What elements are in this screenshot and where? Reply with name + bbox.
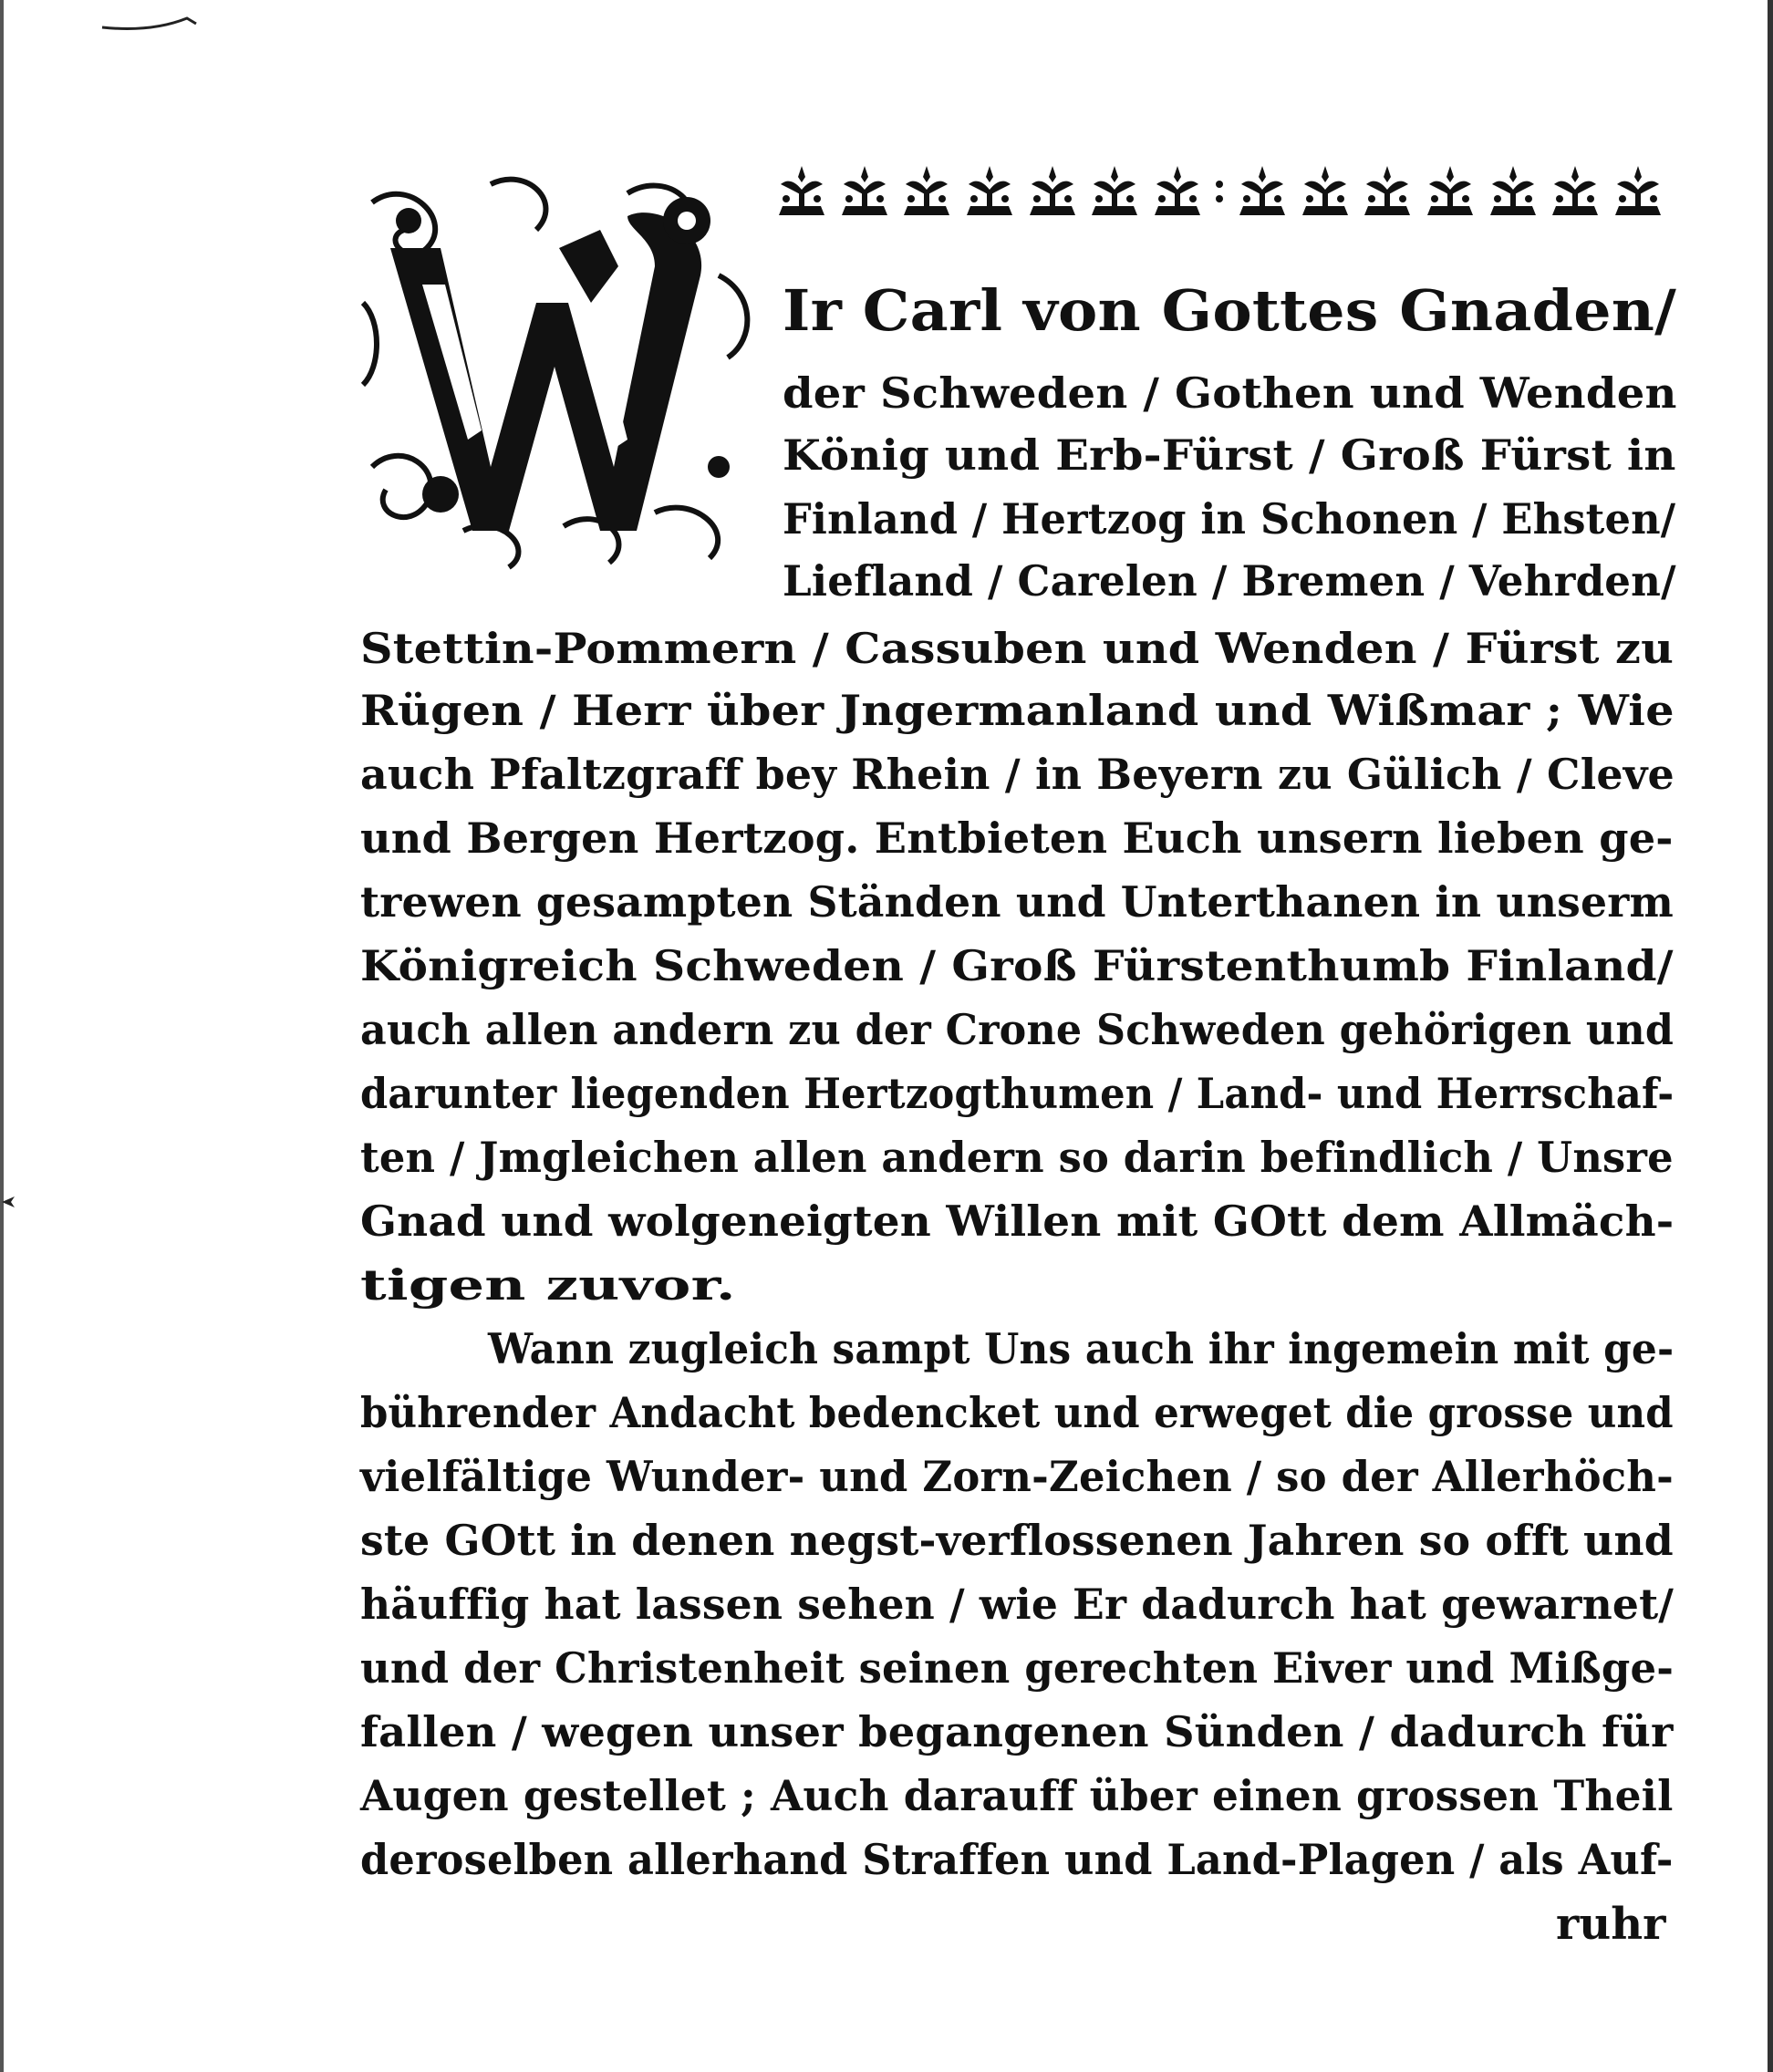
- scan-mark-top-left: [100, 7, 201, 44]
- text-line: auch Pfaltzgraff bey Rhein / in Beyern zu Gülich / Cleve: [360, 750, 1674, 799]
- text-line: Augen gestellet ; Auch darauff über einen grossen Theil: [360, 1771, 1674, 1820]
- ornament-fleuron-icon: [1236, 164, 1289, 219]
- text-line: ten / Jmgleichen allen andern so darin befindlich / Unsre: [360, 1133, 1674, 1182]
- text-line: Liefland / Carelen / Bremen / Vehrden/: [783, 556, 1676, 606]
- ornament-border: [775, 162, 1664, 221]
- ornament-fleuron-icon: [963, 164, 1016, 219]
- text-line: und Bergen Hertzog. Entbieten Euch unsern lieben ge-: [360, 813, 1674, 863]
- scan-arrow-left: [0, 1193, 18, 1211]
- ornament-fleuron-icon: [1612, 164, 1664, 219]
- ornament-fleuron-icon: [1026, 164, 1079, 219]
- text-line: der Schweden / Gothen und Wenden: [783, 368, 1677, 418]
- text-line: vielfältige Wunder- und Zorn-Zeichen / so der Allerhöch-: [360, 1452, 1674, 1501]
- ornament-fleuron-icon: [1549, 164, 1602, 219]
- text-line: trewen gesampten Ständen und Unterthanen in unserm: [360, 877, 1674, 927]
- text-line: tigen zuvor.: [360, 1260, 736, 1310]
- text-line: Rügen / Herr über Jngermanland und Wißmar ; Wie: [360, 686, 1674, 735]
- ornament-fleuron-icon: [900, 164, 953, 219]
- text-line: Finland / Hertzog in Schonen / Ehsten/: [783, 494, 1676, 544]
- text-line: deroselben allerhand Straffen und Land-Plagen / als Auf-: [360, 1835, 1674, 1884]
- ornament-fleuron-icon: [838, 164, 891, 219]
- decorated-initial-letter: [354, 166, 769, 576]
- text-line: fallen / wegen unser begangenen Sünden / dadurch für: [360, 1707, 1674, 1756]
- text-line: Ir Carl von Gottes Gnaden/: [783, 277, 1677, 344]
- scan-edge-left: [0, 0, 9, 2072]
- ornament-fleuron-icon: [1361, 164, 1414, 219]
- text-line: und der Christenheit seinen gerechten Eiver und Mißge-: [360, 1643, 1674, 1693]
- ornament-fleuron-icon: [775, 164, 828, 219]
- scan-edge-right: [1760, 0, 1773, 2072]
- text-line: Wann zugleich sampt Uns auch ihr ingemein mit ge-: [488, 1324, 1674, 1373]
- ornament-separator-icon: [1213, 173, 1226, 210]
- ornament-fleuron-icon: [1151, 164, 1204, 219]
- text-line: darunter liegenden Hertzogthumen / Land- und Herrschaf-: [360, 1069, 1674, 1118]
- ornament-fleuron-icon: [1424, 164, 1477, 219]
- catchword: ruhr: [1556, 1899, 1666, 1950]
- text-line: auch allen andern zu der Crone Schweden gehörigen und: [360, 1005, 1674, 1054]
- text-line: bührender Andacht bedencket und erweget die grosse und: [360, 1388, 1674, 1437]
- text-line: Gnad und wolgeneigten Willen mit GOtt dem Allmäch-: [360, 1197, 1674, 1246]
- text-line: Königreich Schweden / Groß Fürstenthumb Finland/: [360, 941, 1674, 990]
- text-line: ste GOtt in denen negst-verflossenen Jahren so offt und: [360, 1516, 1674, 1565]
- ornament-fleuron-icon: [1299, 164, 1352, 219]
- text-line: Stettin-Pommern / Cassuben und Wenden / Fürst zu: [360, 624, 1674, 673]
- text-line: König und Erb-Fürst / Groß Fürst in: [783, 430, 1676, 480]
- ornament-fleuron-icon: [1088, 164, 1141, 219]
- text-line: häuffig hat lassen sehen / wie Er dadurch hat gewarnet/: [360, 1580, 1674, 1629]
- ornament-fleuron-icon: [1487, 164, 1540, 219]
